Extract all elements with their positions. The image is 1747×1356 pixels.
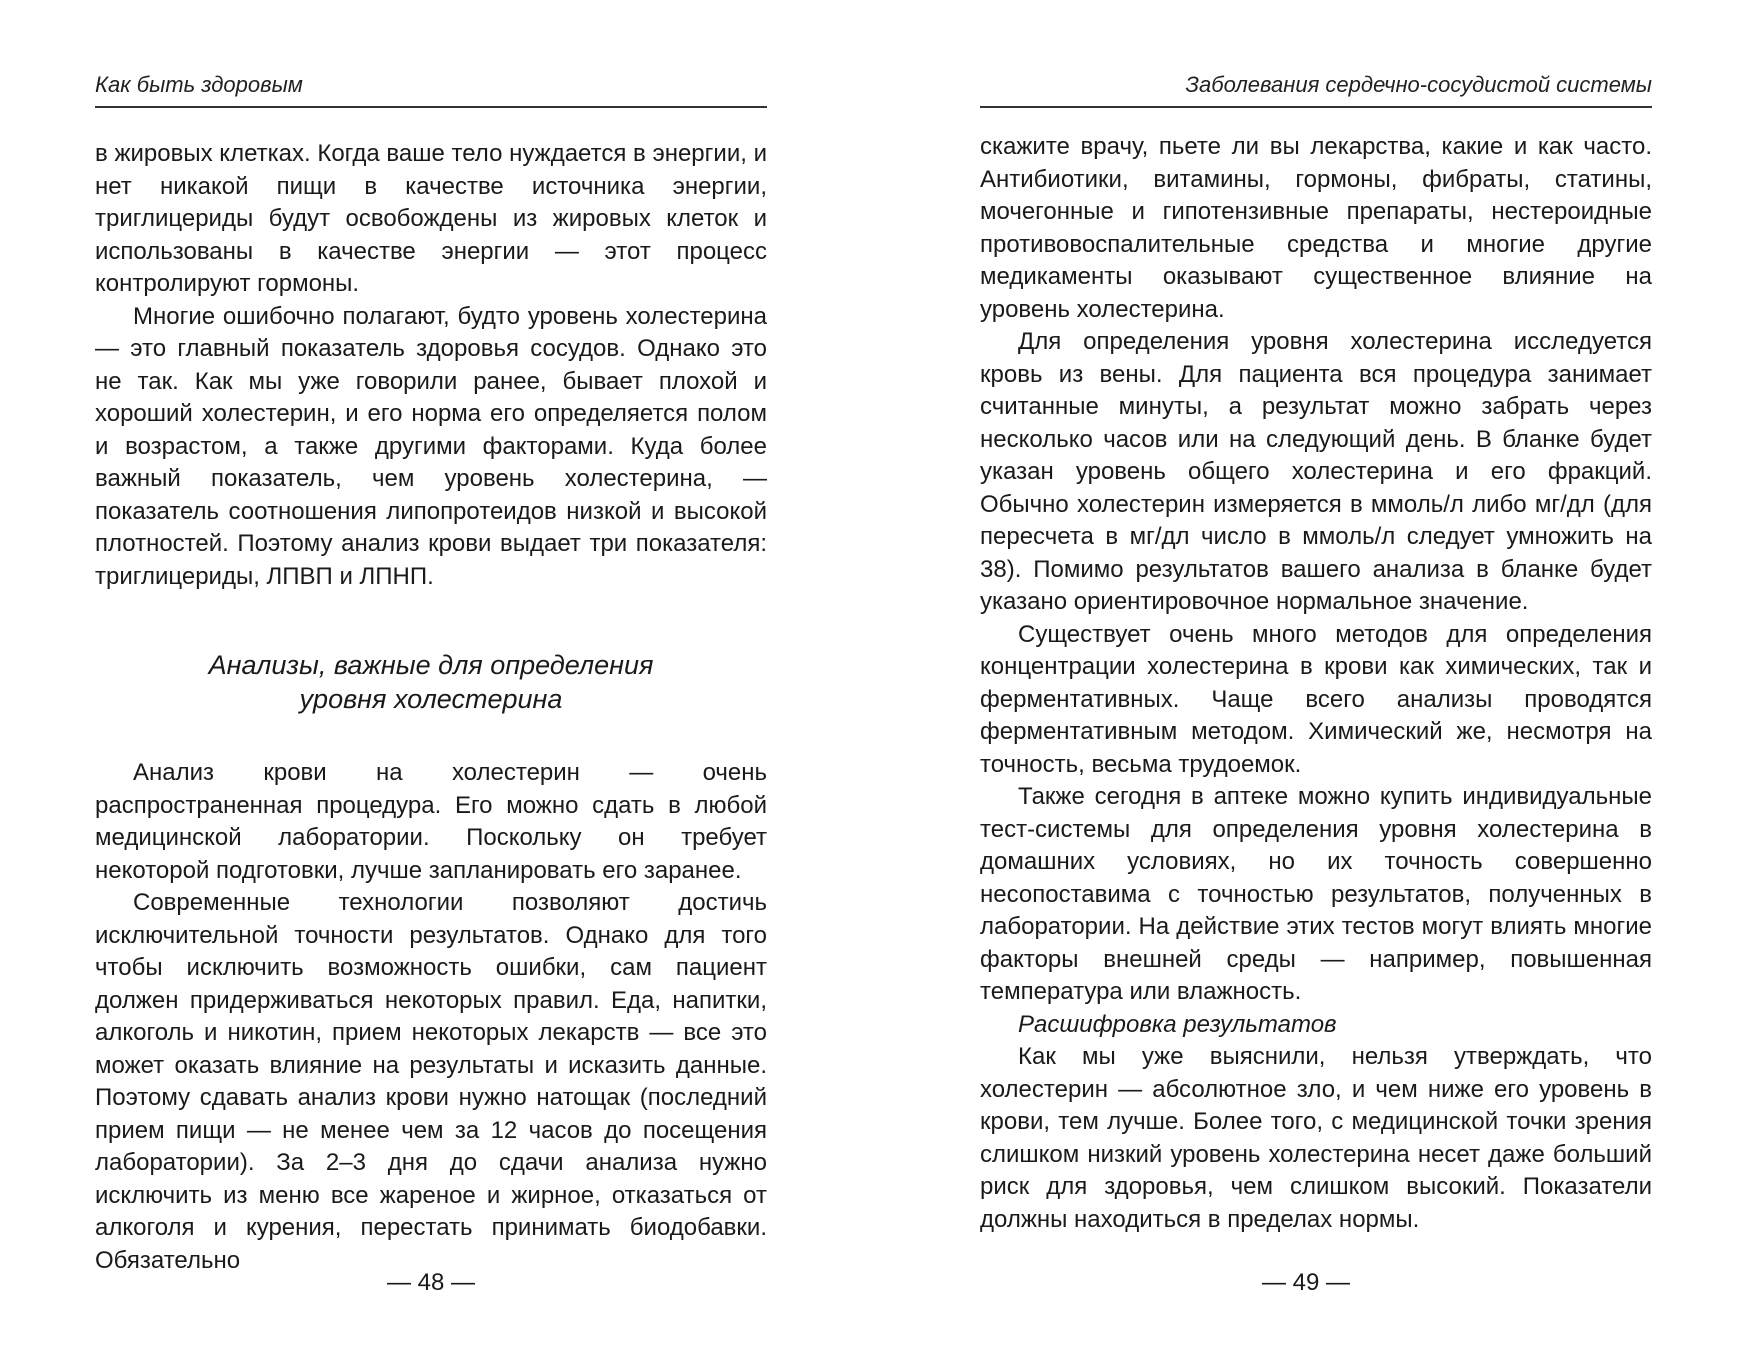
paragraph: Анализ крови на холестерин — очень распространенная процедура. Его можно сдать в любой медицинской лаборатории. Поскольку он требует некоторой подготовки, лучше запланировать его заранее. (95, 759, 767, 884)
header-rule-left (95, 106, 767, 108)
paragraph: скажите врачу, пьете ли вы лекарства, какие и как часто. Антибиотики, витамины, гормоны, фибраты, статины, мочегонные и гипотензивные препараты, нестероидные противовоспалительные средства и многие другие медикаменты оказывают существенное влияние на уровень холестерина. (980, 133, 1652, 323)
right-text (980, 131, 1652, 1236)
left-top-text (95, 138, 767, 593)
paragraph: в жировых клетках. Когда ваше тело нуждается в энергии, и нет никакой пищи в качестве источника энергии, триглицериды будут освобождены из жировых клеток и использованы в качестве энергии — этот процесс контролируют гормоны. (95, 140, 767, 297)
paragraph: Для определения уровня холестерина исследуется кровь из вены. Для пациента вся процедура занимает считанные минуты, а результат можно забрать через несколько часов или на следующий день. В бланке будет указан уровень общего холестерина и его фракций. Обычно холестерин измеряется в ммоль/л либо мг/дл (для пересчета в мг/дл число в ммоль/л следует умножить на 38). Помимо результатов вашего анализа в бланке будет указано ориентировочное нормальное значение. (980, 328, 1652, 615)
left-section-text (95, 757, 767, 1277)
running-head-right: Заболевания сердечно-сосудистой системы (1185, 72, 1652, 97)
running-head-left: Как быть здоровым (95, 72, 303, 97)
section-heading-line: Анализы, важные для определения (208, 650, 654, 680)
page-number-right: — 49 — (1261, 1269, 1351, 1296)
header-rule-right (980, 106, 1652, 108)
page-number-left: — 48 — (386, 1269, 476, 1296)
paragraph: Как мы уже выяснили, нельзя утверждать, что холестерин — абсолютное зло, и чем ниже его уровень в крови, тем лучше. Более того, с медицинской точки зрения слишком низкий уровень холестерина несет даже больший риск для здоровья, чем слишком высокий. Показатели должны находиться в пределах нормы. (980, 1043, 1652, 1233)
left-page (95, 0, 767, 1356)
subheading: Расшифровка результатов (1018, 1010, 1337, 1038)
section-heading (95, 648, 767, 716)
section-heading-line: уровня холестерина (299, 684, 563, 714)
paragraph: Существует очень много методов для определения концентрации холестерина в крови как химических, так и ферментативных. Чаще всего анализы проводятся ферментативным методом. Химический же, несмотря на точность, весьма трудоемок. (980, 620, 1652, 778)
right-page (980, 0, 1652, 1356)
paragraph: Многие ошибочно полагают, будто уровень холестерина — это главный показатель здоровья сосудов. Однако это не так. Как мы уже говорили ранее, бывает плохой и хороший холестерин, и его норма его определяется полом и возрастом, а также другими факторами. Куда более важный показатель, чем уровень холестерина, — показатель соотношения липопротеидов низкой и высокой плотностей. Поэтому анализ крови выдает три показателя: триглицериды, ЛПВП и ЛПНП. (95, 302, 767, 590)
paragraph: Современные технологии позволяют достичь исключительной точности результатов. Однако для того чтобы исключить возможность ошибки, сам пациент должен придерживаться некоторых правил. Еда, напитки, алкоголь и никотин, прием некоторых лекарств — все это может оказать влияние на результаты и исказить данные. Поэтому сдавать анализ крови нужно натощак (последний прием пищи — не менее чем за 12 часов до посещения лаборатории). За 2–3 дня до сдачи анализа нужно исключить из меню все жареное и жирное, отказаться от алкоголя и курения, перестать принимать биодобавки. Обязательно (95, 889, 767, 1274)
paragraph: Также сегодня в аптеке можно купить индивидуальные тест-системы для определения уровня холестерина в домашних условиях, но их точность совершенно несопоставима с точностью результатов, полученных в лаборатории. На действие этих тестов могут влиять многие факторы внешней среды — например, повышенная температура или влажность. (980, 783, 1652, 1005)
